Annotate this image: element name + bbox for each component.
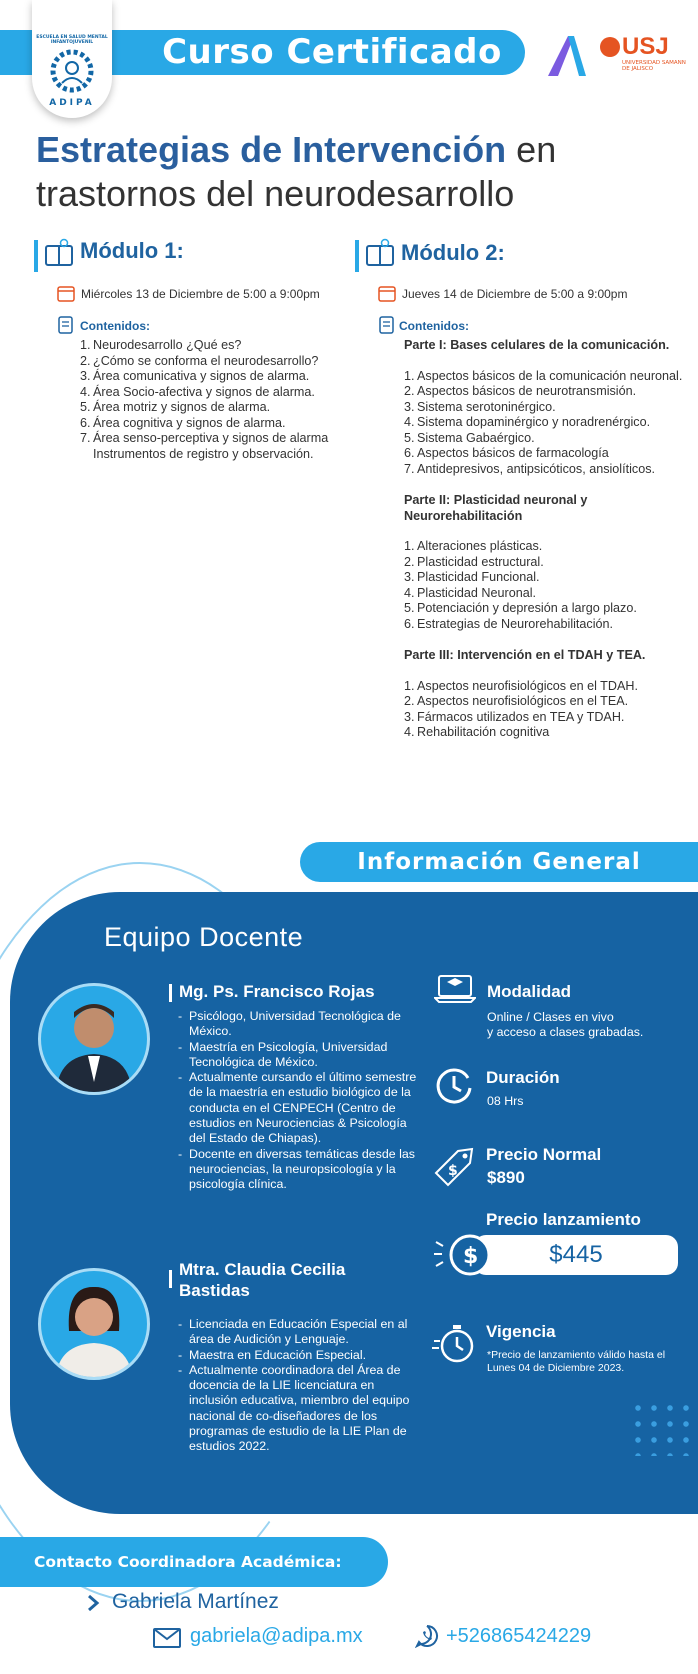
list-item: 2. Plasticidad estructural. [404, 554, 544, 569]
module1-accent-bar [34, 240, 38, 272]
svg-text:$: $ [463, 1244, 479, 1269]
precio-lanzamiento-label: Precio lanzamiento [486, 1210, 641, 1229]
teacher1-avatar [38, 983, 150, 1095]
list-item: - Maestra en Educación Especial. [178, 1347, 367, 1362]
adipa-logo [32, 0, 112, 118]
list-item: - Actualmente cursando el último semestre de la maestría en estudio biológico de la conducta en el CENPECH (Centro de estudios en Neurociencias & Psicología del Estado de Chiapas). [178, 1070, 417, 1146]
list-item: - Docente en diversas temáticas desde las neurociencias, la neuropsicología y la psicología clínica. [178, 1146, 415, 1192]
document-icon [57, 316, 75, 334]
part3-title: Parte III: Intervención en el TDAH y TEA. [404, 648, 646, 662]
part2-title: Parte II: Plasticidad neuronal y Neurorehabilitación [404, 493, 588, 523]
duracion-label: Duración [486, 1068, 560, 1087]
book-icon [44, 238, 74, 268]
teacher1-description [178, 1009, 418, 1193]
vigencia-line2: Lunes 04 de Diciembre 2023. [487, 1362, 625, 1374]
list-item: - Licenciada en Educación Especial en al área de Audición y Lenguaje. [178, 1317, 408, 1347]
contact-email[interactable]: gabriela@adipa.mx [190, 1625, 363, 1647]
vigencia-line1: *Precio de lanzamiento válido hasta el [487, 1349, 666, 1361]
list-item: 2. ¿Cómo se conforma el neurodesarrollo? [80, 353, 319, 368]
list-item: 2. Aspectos básicos de neurotransmisión. [404, 384, 637, 398]
list-item: 3. Fármacos utilizados en TEA y TDAH. [404, 709, 625, 724]
badge-bottom-text: ADIPA [49, 98, 95, 108]
launch-price-value: $445 [549, 1241, 603, 1268]
calendar-icon [57, 284, 75, 302]
list-item: 4. Plasticidad Neuronal. [404, 585, 537, 600]
price-tag-icon [432, 1143, 476, 1189]
list-item: 4. Sistema dopaminérgico y noradrenérgico. [404, 415, 651, 429]
precio-normal-value: $890 [487, 1168, 525, 1187]
list-item: 5. Sistema Gabaérgico. [404, 430, 535, 445]
mail-icon [153, 1628, 181, 1648]
list-item: 5. Potenciación y depresión a largo plazo. [404, 601, 637, 615]
usj-emblem-icon [600, 37, 620, 57]
list-item: 1. Neurodesarrollo ¿Qué es? [80, 338, 242, 352]
list-item: 5. Área motriz y signos de alarma. [80, 400, 271, 414]
list-item: 1. Aspectos neurofisiológicos en el TDAH. [404, 678, 638, 693]
contact-name: Gabriela Martínez [112, 1590, 279, 1613]
duracion-value: 08 Hrs [487, 1094, 524, 1108]
teacher2-name: Mtra. Claudia Cecilia Bastidas [179, 1260, 346, 1300]
teacher2-description [178, 1317, 418, 1455]
teacher1-bar [169, 984, 172, 1002]
module1-contents-label: Contenidos: [80, 319, 150, 333]
module2-date: Jueves 14 de Diciembre de 5:00 a 9:00pm [402, 287, 628, 301]
module2-accent-bar [355, 240, 359, 272]
list-item: 3. Sistema serotoninérgico. [404, 399, 556, 414]
part1-title: Parte I: Bases celulares de la comunicación. [404, 338, 670, 352]
list-item: 1. Alteraciones plásticas. [404, 539, 543, 553]
badge-top-text: ESCUELA EN SALUD MENTAL INFANTOJUVENIL [36, 35, 108, 45]
header-title: Curso Certificado [162, 32, 502, 72]
module1-list [80, 338, 360, 462]
list-item: 6. Estrategias de Neurorehabilitación. [404, 616, 614, 631]
list-item: 3. Plasticidad Funcional. [404, 570, 540, 584]
list-item: 2. Aspectos neurofisiológicos en el TEA. [404, 694, 629, 708]
module2-title: Módulo 2: [401, 240, 505, 265]
contact-phone[interactable]: +526865424229 [446, 1625, 592, 1647]
modalidad-line1: Online / Clases en vivo [487, 1010, 614, 1024]
list-item: - Psicólogo, Universidad Tecnológica de México. [178, 1009, 401, 1039]
usj-logo: USJ UNIVERSIDAD SAMANN DE JALISCO [598, 33, 698, 83]
whatsapp-icon [415, 1624, 439, 1648]
module1-title: Módulo 1: [80, 238, 184, 263]
list-item: 6. Aspectos básicos de farmacología [404, 446, 609, 460]
book-icon [365, 238, 395, 268]
list-item: 7. Antidepresivos, antipsicóticos, ansiolíticos. [404, 461, 655, 476]
list-item: 3. Área comunicativa y signos de alarma. [80, 369, 310, 383]
document-icon [378, 316, 396, 334]
teacher1-name: Mg. Ps. Francisco Rojas [179, 982, 375, 1001]
list-item: 4. Rehabilitación cognitiva [404, 725, 550, 739]
teacher2-bar [169, 1270, 172, 1288]
team-title: Equipo Docente [104, 922, 304, 952]
precio-normal-label: Precio Normal [486, 1145, 602, 1164]
clock-icon [434, 1066, 474, 1106]
module2-list [404, 338, 684, 741]
partner-a-logo [546, 34, 586, 78]
list-item: - Maestría en Psicología, Universidad Tecnológica de México. [178, 1039, 388, 1069]
list-item: 4. Área Socio-afectiva y signos de alarma. [80, 384, 315, 399]
module2-contents-label: Contenidos: [399, 319, 469, 333]
contact-label: Contacto Coordinadora Académica: [34, 1553, 342, 1571]
teacher2-avatar [38, 1268, 150, 1380]
svg-text:$: $ [448, 1163, 458, 1179]
calendar-icon [378, 284, 396, 302]
module1-date: Miércoles 13 de Diciembre de 5:00 a 9:00pm [81, 287, 320, 301]
chevron-right-icon [86, 1594, 100, 1612]
modalidad-label: Modalidad [487, 982, 572, 1001]
list-item: 6. Área cognitiva y signos de alarma. [80, 415, 286, 430]
modalidad-line2: y acceso a clases grabadas. [487, 1025, 644, 1039]
info-title: Información General [357, 849, 641, 875]
course-title: Estrategias de Intervención en trastornos del neurodesarrollo [36, 129, 557, 214]
list-item: - Actualmente coordinadora del Área de docencia de la LIE licenciatura en inclusión educativa, miembro del equipo nacional de co-diseñadores de los programas de estudio de la LIE Plan de estudios 2022. [178, 1362, 410, 1454]
dollar-coin-icon [434, 1232, 494, 1278]
stopwatch-icon [432, 1321, 478, 1367]
laptop-graduation-icon [434, 964, 476, 1004]
vigencia-label: Vigencia [486, 1322, 556, 1341]
list-item: 1. Aspectos básicos de la comunicación neuronal. [404, 368, 683, 383]
list-item: 7. Área senso-perceptiva y signos de alarma Instrumentos de registro y observación. [80, 431, 329, 461]
decorative-dots [630, 1400, 694, 1456]
